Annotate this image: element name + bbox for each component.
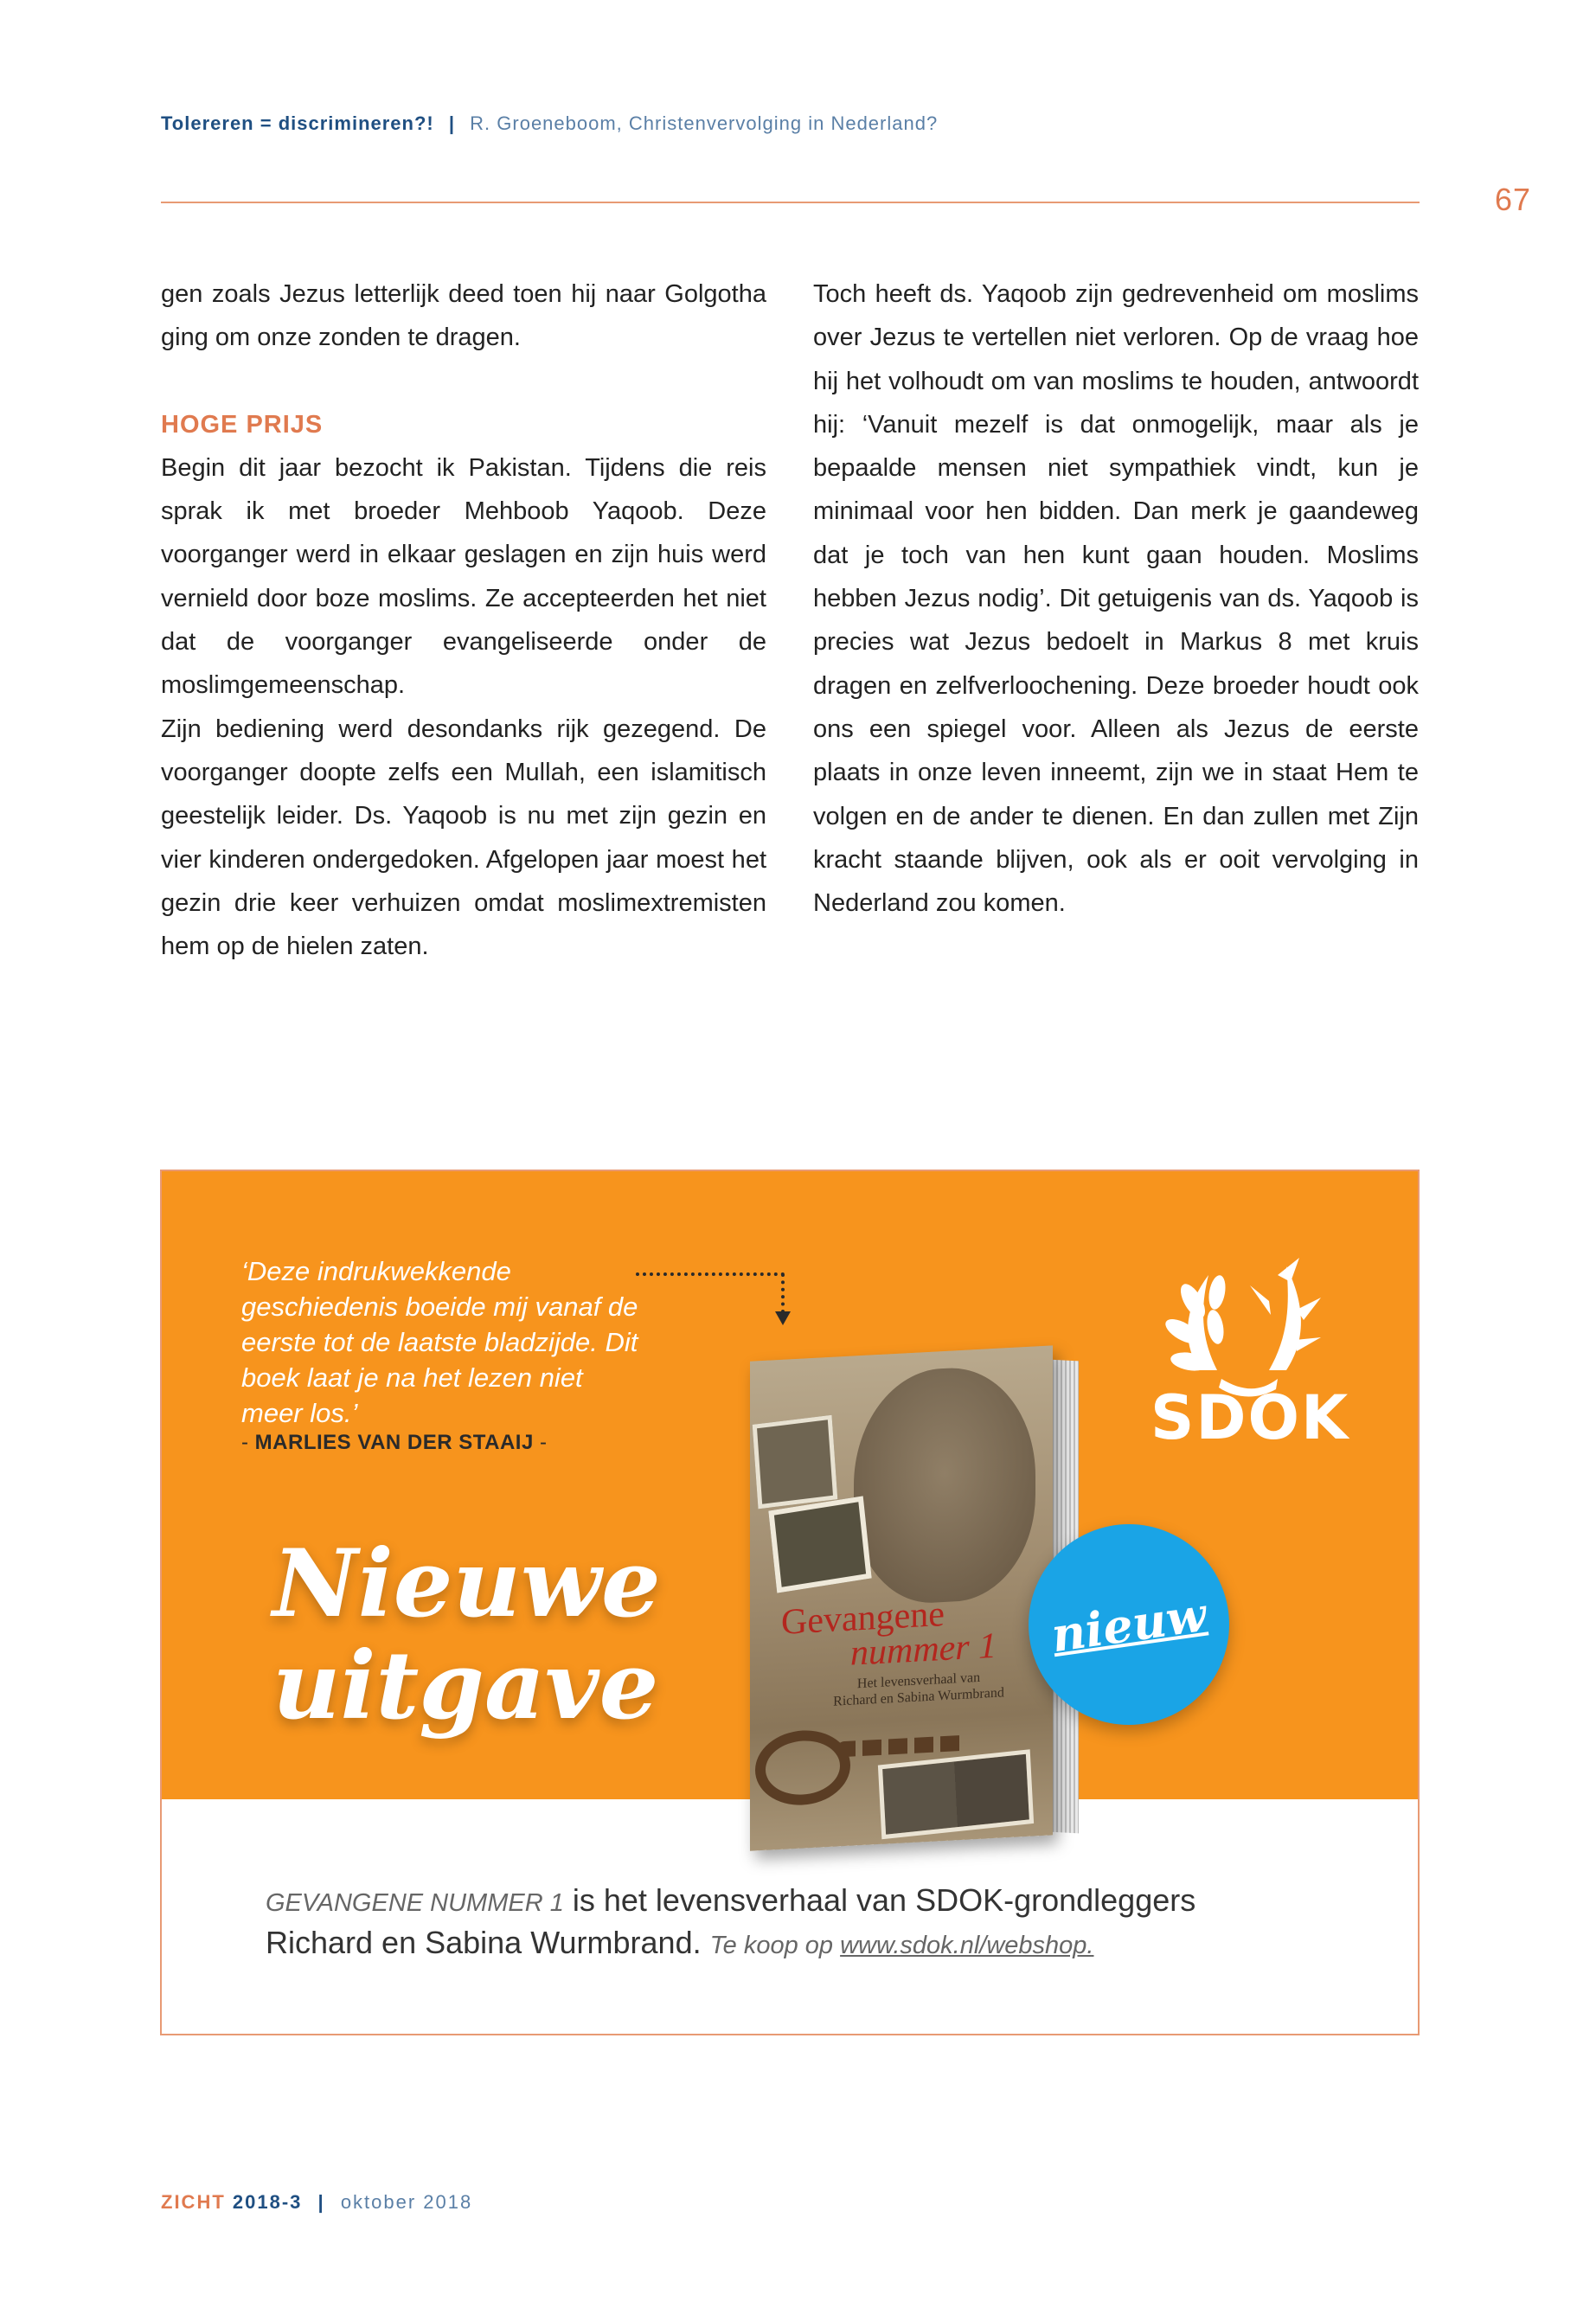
webshop-link[interactable]: www.sdok.nl/webshop. — [840, 1932, 1094, 1959]
photo-illustration — [753, 1415, 838, 1509]
book-subtitle: Het levensverhaal van Richard en Sabina Wurmbrand — [833, 1670, 1004, 1709]
ad-quote-author: - MARLIES VAN DER STAAIJ - — [241, 1431, 548, 1454]
sdok-logo: SDOK — [1151, 1382, 1350, 1453]
photo-illustration — [878, 1749, 1034, 1839]
dotted-arrow-stem — [781, 1273, 785, 1313]
ad-headline — [272, 1529, 661, 1740]
footer-brand: ZICHT — [161, 2191, 226, 2213]
ad-headline-line1: Nieuwe — [272, 1529, 661, 1638]
footer-issue: 2018-3 — [232, 2191, 303, 2213]
new-badge: nieuw — [1029, 1524, 1229, 1725]
header-section: Tolereren = discrimineren?! — [161, 112, 434, 134]
article-paragraph: Toch heeft ds. Yaqoob zijn gedrevenheid om moslims over Jezus te vertellen niet verloren. Op de vraag hoe hij het volhoudt om van moslims te houden, antwoordt hij: ‘Vanuit mezelf is dat onmogelijk, maar als je bepaalde mensen niet sympathiek vindt, kun je minimaal voor hen bidden. Dan merk je gaandeweg dat je toch van hen kunt gaan houden. Moslims hebben Jezus nodig’. Dit getuigenis van ds. Yaqoob is precies wat Jezus bedoelt in Markus 8 met kruis dragen en zelfverloochening. Deze broeder houdt ook ons een spiegel voor. Alleen als Jezus de eerste plaats in onze leven inneemt, zijn we in staat Hem te volgen en de ander te dienen. En dan zullen met Zijn kracht staande blijven, ook als er ooit vervolging in Nederland zou komen. — [813, 280, 1419, 918]
ad-caption: GEVANGENE NUMMER 1 is het levensverhaal van SDOK-grondleggers Richard en Sabina Wurmbrand. Te koop op www.sdok.nl/webshop. — [266, 1882, 1196, 1960]
portrait-illustration — [854, 1363, 1035, 1606]
footer-separator: | — [317, 2191, 325, 2213]
running-footer — [161, 2191, 472, 2214]
arrow-down-icon — [775, 1311, 791, 1325]
header-subtitle: R. Groeneboom, Christenvervolging in Nederland? — [470, 112, 939, 134]
book-cover — [750, 1345, 1053, 1850]
running-header — [161, 112, 938, 135]
article-intro: gen zoals Jezus letterlijk deed toen hij naar Golgotha ging om onze zonden te dragen. — [161, 280, 766, 352]
page-number: 67 — [1494, 182, 1531, 217]
footer-date: oktober 2018 — [340, 2191, 473, 2213]
article-column-left — [161, 272, 766, 968]
photo-illustration — [768, 1496, 871, 1593]
ad-quote: ‘Deze indrukwekkende geschiedenis boeide mij vanaf de eerste tot de laatste bladzijde. Dit boek laat je na het lezen niet meer los.’ — [241, 1256, 638, 1428]
article-paragraph: Zijn bediening werd desondanks rijk gezegend. De voorganger doopte zelfs een Mullah, een islamitisch geestelijk leider. Ds. Yaqoob is nu met zijn gezin en vier kinderen ondergedoken. Afgelopen jaar moest het gezin drie keer verhuizen omdat moslimextremisten hem op de hielen zaten. — [161, 715, 766, 961]
book-title: Gevangene nummer 1 — [781, 1593, 997, 1674]
header-divider — [161, 202, 1420, 203]
dotted-arrow-line — [636, 1272, 785, 1276]
article-paragraph: Begin dit jaar bezocht ik Pakistan. Tijdens die reis sprak ik met broeder Mehboob Yaqoob. Deze voorganger werd in elkaar geslagen en zijn huis werd vernield door boze moslims. Ze accepteerden het niet dat de voorganger evangeliseerde onder de moslimgemeenschap. — [161, 453, 766, 700]
book-advertisement — [160, 1170, 1420, 2035]
chain-icon — [836, 1735, 966, 1758]
ad-headline-line2: uitgave — [272, 1631, 659, 1740]
section-heading: HOGE PRIJS — [161, 410, 324, 439]
header-separator: | — [448, 112, 456, 134]
book-cover-image — [750, 1344, 1072, 1850]
shackle-icon — [755, 1728, 850, 1808]
caption-book-title: GEVANGENE NUMMER 1 — [266, 1889, 564, 1917]
article-column-right — [813, 272, 1419, 925]
